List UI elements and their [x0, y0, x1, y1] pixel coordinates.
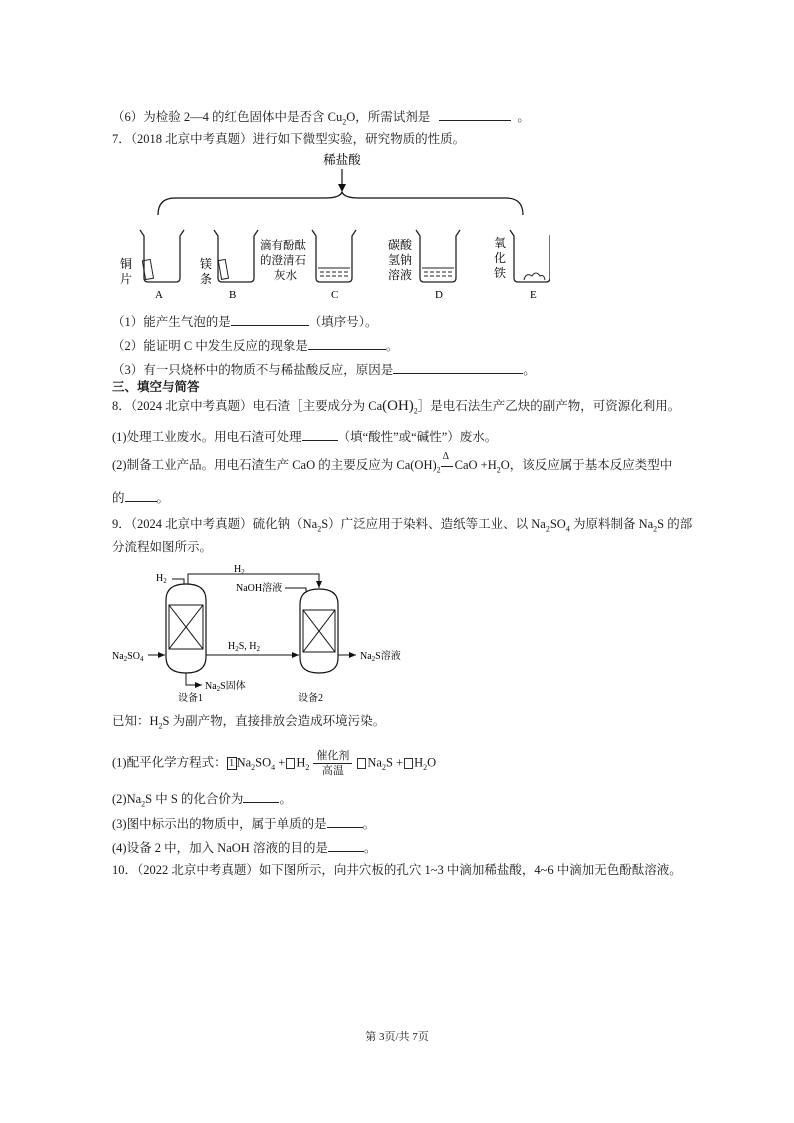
q7-title: 7．（2018 北京中考真题）进行如下微型实验，研究物质的性质。	[112, 132, 466, 146]
q7-sub1: （1）能产生气泡的是 （填序号）。	[112, 315, 378, 329]
page-footer: 第 3页/共 7页	[365, 1031, 429, 1043]
svg-text:H2S, H2: $H_2S$, $H_2$	[228, 641, 261, 653]
device-2	[300, 589, 338, 673]
beaker-d-letter: D	[435, 289, 443, 301]
coef-box[interactable]: 1	[227, 757, 237, 770]
device-1	[166, 584, 206, 673]
q8-sub2-cont: 的 。	[112, 491, 170, 505]
q6-answer-blank[interactable]	[439, 108, 511, 121]
q9-title: 9．（2024 北京中考真题）硫化钠$(Na_2S)$广泛应用于染料、造纸等工业、以 $Na_2SO_4$ 为原料制备 $Na_2S$ 的部	[112, 517, 693, 534]
beaker-b-label-2: 条	[200, 272, 213, 286]
beaker-d	[388, 230, 460, 301]
q7-sub3: （3）有一只烧杯中的物质不与稀盐酸反应，原因是 。	[112, 363, 536, 377]
q8-sub1: (1)处理工业废水。用电石渣可处理 （填“酸性”或“碱性”）废水。	[112, 430, 498, 444]
q7-sub1-blank[interactable]	[231, 313, 309, 326]
beaker-b	[200, 230, 258, 301]
q7-beaker-diagram	[110, 150, 550, 305]
q9-sub4-blank[interactable]	[328, 839, 364, 852]
brace	[158, 192, 523, 215]
beaker-e-label-2: 化	[494, 251, 507, 265]
coef-box-h2o[interactable]	[404, 758, 413, 769]
q10-title: 10．（2022 北京中考真题）如下图所示，向井穴板的孔穴 1~3 中滴加稀盐酸，4~6 中滴加无色酚酞溶液。	[112, 863, 682, 877]
beaker-c	[260, 230, 356, 301]
beaker-d-label-2: 氢钠	[388, 253, 413, 267]
q7-sub2-blank[interactable]	[308, 337, 386, 350]
svg-text:H2: $H_2$	[234, 564, 245, 576]
svg-text:H2: $H_2$	[156, 573, 167, 585]
svg-text:Na2SO4: $Na_2SO_4$	[112, 651, 144, 663]
beaker-d-label-1: 碳酸	[388, 238, 413, 252]
reagent-label: 稀盐酸	[323, 153, 361, 167]
device-2-label: 设备2	[298, 693, 323, 704]
naoh-label: NaOH溶液	[236, 583, 283, 594]
q7-sub3-blank[interactable]	[393, 361, 523, 374]
coef-box-na2s[interactable]	[357, 758, 366, 769]
q8-sub1-blank[interactable]	[302, 428, 338, 441]
beaker-b-label-1: 镁	[200, 257, 213, 271]
q8-sub2-blank[interactable]	[125, 489, 157, 502]
q9-known: 已知：$H_2S$ 为副产物，直接排放会造成环境污染。	[112, 714, 386, 731]
q9-sub3: (3)图中标示出的物质中，属于单质的是 。	[112, 817, 376, 831]
svg-text:Na2S固体: $Na_2S$固体	[205, 681, 246, 693]
q9-title-line2: 分流程如图所示。	[112, 540, 213, 554]
beaker-a-label-1: 铜	[120, 257, 133, 271]
beaker-a	[120, 230, 184, 301]
beaker-e-label-1: 氧	[494, 236, 507, 250]
section-3-heading: 三、填空与简答	[112, 380, 200, 394]
q6-line: （6）为检验 2—4 的红色固体中是否含 $Cu_2O$，所需试剂是 。	[112, 110, 530, 127]
beaker-b-letter: B	[229, 289, 237, 301]
coef-box-h2[interactable]	[286, 758, 295, 769]
q9-sub1: (1)配平化学方程式： 1 $Na_2SO_4 + H_2$ $\frac{\text{催化剂}}{\text{高温}}$ $Na_2S + H_2O$	[112, 750, 437, 777]
q9-flow-diagram	[110, 562, 430, 704]
svg-text:Na2S溶液: $Na_2S$溶液	[360, 651, 401, 663]
beaker-d-label-3: 溶液	[388, 268, 413, 282]
beaker-a-letter: A	[155, 289, 163, 301]
beaker-c-label-2: 的澄清石	[260, 255, 306, 267]
q9-sub3-blank[interactable]	[327, 815, 363, 828]
beaker-c-label-1: 滴有酚酞	[260, 240, 306, 252]
beaker-c-label-3: 灰水	[274, 270, 297, 282]
heat-arrow: Δ	[441, 457, 455, 473]
beaker-a-label-2: 片	[120, 272, 133, 286]
q9-sub4: (4)设备 2 中，加入 NaOH 溶液的目的是 。	[112, 841, 377, 855]
q8-sub2: (2)制备工业产品。用电石渣生产 CaO 的主要反应为 $Ca(OH)_2$ Δ CaO $+H_2O$，该反应属于基本反应类型中	[112, 451, 673, 475]
q8-title: 8．（2024 北京中考真题）电石渣［主要成分为 $Ca(OH)_2]$是电石法生产乙炔的副产物，可资源化利用。	[112, 398, 681, 416]
q9-sub2: $(2)Na_2S$ 中 S 的化合价为 。	[112, 792, 292, 809]
q7-sub2: （2）能证明 C 中发生反应的现象是 。	[112, 339, 399, 353]
reaction-condition: $\frac{\text{催化剂}}{\text{高温}}$	[313, 749, 352, 778]
beaker-e	[494, 230, 550, 301]
beaker-e-label-3: 铁	[494, 266, 507, 280]
beaker-e-letter: E	[530, 289, 537, 301]
device-1-label: 设备1	[178, 693, 203, 704]
q9-sub2-blank[interactable]	[243, 790, 279, 803]
beaker-c-letter: C	[331, 289, 339, 301]
